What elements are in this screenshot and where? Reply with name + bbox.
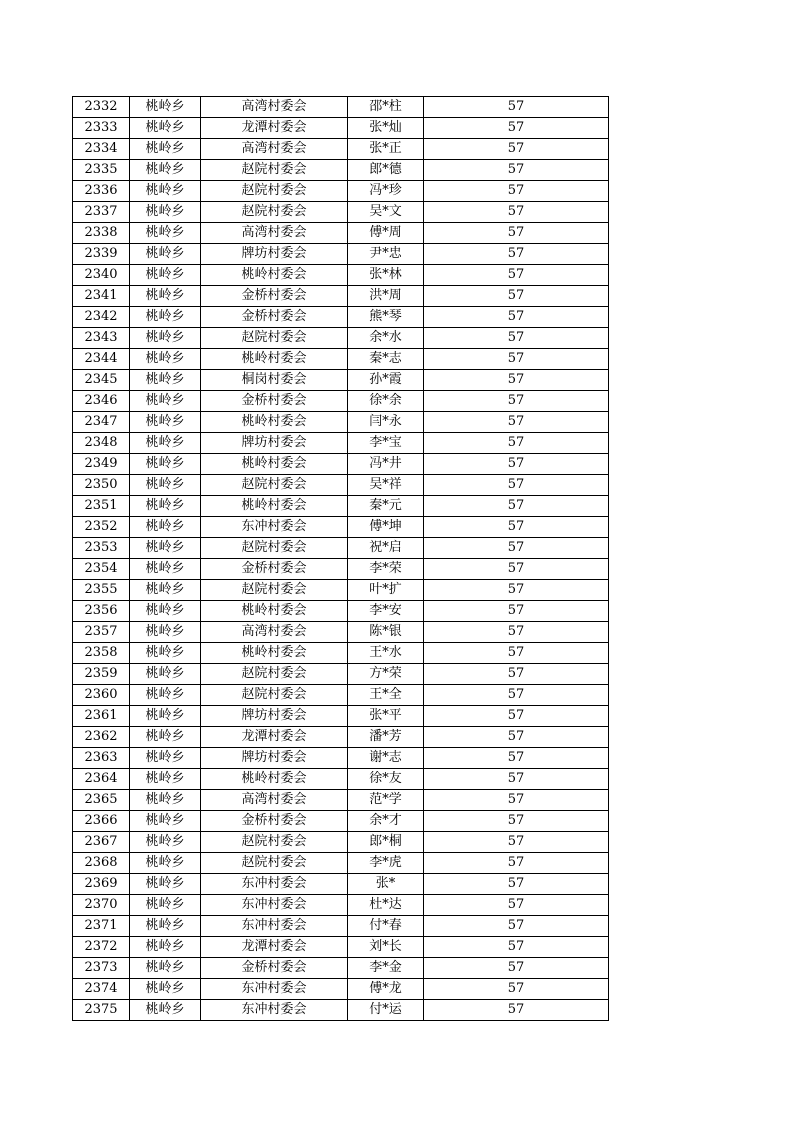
row-number-cell: 2364 — [73, 769, 130, 790]
village-committee-cell: 赵院村委会 — [201, 160, 348, 181]
name-cell: 王*水 — [348, 643, 424, 664]
row-number-cell: 2345 — [73, 370, 130, 391]
amount-cell: 57 — [424, 685, 609, 706]
village-committee-cell: 桃岭村委会 — [201, 601, 348, 622]
township-cell: 桃岭乡 — [130, 853, 201, 874]
village-committee-cell: 金桥村委会 — [201, 958, 348, 979]
table-row — [73, 559, 609, 580]
table-row — [73, 916, 609, 937]
village-committee-cell: 金桥村委会 — [201, 286, 348, 307]
village-committee-cell: 牌坊村委会 — [201, 706, 348, 727]
amount-cell: 57 — [424, 916, 609, 937]
township-cell: 桃岭乡 — [130, 118, 201, 139]
name-cell: 傅*龙 — [348, 979, 424, 1000]
row-number-cell: 2340 — [73, 265, 130, 286]
amount-cell: 57 — [424, 622, 609, 643]
row-number-cell: 2339 — [73, 244, 130, 265]
row-number-cell: 2347 — [73, 412, 130, 433]
amount-cell: 57 — [424, 832, 609, 853]
village-committee-cell: 高湾村委会 — [201, 97, 348, 118]
table-row — [73, 790, 609, 811]
name-cell: 吴*祥 — [348, 475, 424, 496]
township-cell: 桃岭乡 — [130, 97, 201, 118]
village-committee-cell: 龙潭村委会 — [201, 118, 348, 139]
name-cell: 闫*永 — [348, 412, 424, 433]
row-number-cell: 2355 — [73, 580, 130, 601]
name-cell: 祝*启 — [348, 538, 424, 559]
name-cell: 徐*余 — [348, 391, 424, 412]
row-number-cell: 2344 — [73, 349, 130, 370]
table-row — [73, 601, 609, 622]
row-number-cell: 2374 — [73, 979, 130, 1000]
township-cell: 桃岭乡 — [130, 223, 201, 244]
amount-cell: 57 — [424, 601, 609, 622]
township-cell: 桃岭乡 — [130, 475, 201, 496]
township-cell: 桃岭乡 — [130, 643, 201, 664]
amount-cell: 57 — [424, 412, 609, 433]
name-cell: 杜*达 — [348, 895, 424, 916]
name-cell: 潘*芳 — [348, 727, 424, 748]
table-row — [73, 370, 609, 391]
village-committee-cell: 高湾村委会 — [201, 790, 348, 811]
amount-cell: 57 — [424, 370, 609, 391]
data-table — [72, 96, 609, 1021]
village-committee-cell: 赵院村委会 — [201, 181, 348, 202]
village-committee-cell: 高湾村委会 — [201, 622, 348, 643]
name-cell: 郎*桐 — [348, 832, 424, 853]
name-cell: 郎*德 — [348, 160, 424, 181]
village-committee-cell: 赵院村委会 — [201, 664, 348, 685]
township-cell: 桃岭乡 — [130, 601, 201, 622]
table-row — [73, 832, 609, 853]
amount-cell: 57 — [424, 1000, 609, 1021]
row-number-cell: 2373 — [73, 958, 130, 979]
table-row — [73, 454, 609, 475]
name-cell: 吴*文 — [348, 202, 424, 223]
township-cell: 桃岭乡 — [130, 538, 201, 559]
amount-cell: 57 — [424, 433, 609, 454]
name-cell: 张*平 — [348, 706, 424, 727]
table-row — [73, 307, 609, 328]
township-cell: 桃岭乡 — [130, 349, 201, 370]
amount-cell: 57 — [424, 517, 609, 538]
row-number-cell: 2338 — [73, 223, 130, 244]
township-cell: 桃岭乡 — [130, 790, 201, 811]
amount-cell: 57 — [424, 937, 609, 958]
amount-cell: 57 — [424, 286, 609, 307]
row-number-cell: 2367 — [73, 832, 130, 853]
table-row — [73, 1000, 609, 1021]
township-cell: 桃岭乡 — [130, 685, 201, 706]
village-committee-cell: 龙潭村委会 — [201, 937, 348, 958]
name-cell: 熊*琴 — [348, 307, 424, 328]
village-committee-cell: 赵院村委会 — [201, 685, 348, 706]
township-cell: 桃岭乡 — [130, 160, 201, 181]
table-row — [73, 349, 609, 370]
amount-cell: 57 — [424, 307, 609, 328]
name-cell: 秦*志 — [348, 349, 424, 370]
name-cell: 冯*井 — [348, 454, 424, 475]
name-cell: 傅*周 — [348, 223, 424, 244]
row-number-cell: 2352 — [73, 517, 130, 538]
township-cell: 桃岭乡 — [130, 727, 201, 748]
row-number-cell: 2349 — [73, 454, 130, 475]
village-committee-cell: 金桥村委会 — [201, 391, 348, 412]
row-number-cell: 2366 — [73, 811, 130, 832]
amount-cell: 57 — [424, 748, 609, 769]
township-cell: 桃岭乡 — [130, 265, 201, 286]
amount-cell: 57 — [424, 811, 609, 832]
table-row — [73, 244, 609, 265]
name-cell: 李*宝 — [348, 433, 424, 454]
township-cell: 桃岭乡 — [130, 769, 201, 790]
township-cell: 桃岭乡 — [130, 811, 201, 832]
name-cell: 邵*柱 — [348, 97, 424, 118]
amount-cell: 57 — [424, 853, 609, 874]
amount-cell: 57 — [424, 118, 609, 139]
table-row — [73, 811, 609, 832]
village-committee-cell: 桃岭村委会 — [201, 412, 348, 433]
amount-cell: 57 — [424, 769, 609, 790]
township-cell: 桃岭乡 — [130, 181, 201, 202]
village-committee-cell: 东冲村委会 — [201, 979, 348, 1000]
township-cell: 桃岭乡 — [130, 139, 201, 160]
row-number-cell: 2346 — [73, 391, 130, 412]
table-row — [73, 496, 609, 517]
township-cell: 桃岭乡 — [130, 433, 201, 454]
name-cell: 方*荣 — [348, 664, 424, 685]
name-cell: 冯*珍 — [348, 181, 424, 202]
row-number-cell: 2372 — [73, 937, 130, 958]
amount-cell: 57 — [424, 706, 609, 727]
table-row — [73, 937, 609, 958]
name-cell: 王*全 — [348, 685, 424, 706]
village-committee-cell: 金桥村委会 — [201, 559, 348, 580]
row-number-cell: 2336 — [73, 181, 130, 202]
row-number-cell: 2361 — [73, 706, 130, 727]
table-row — [73, 748, 609, 769]
name-cell: 陈*银 — [348, 622, 424, 643]
amount-cell: 57 — [424, 874, 609, 895]
table-row — [73, 979, 609, 1000]
amount-cell: 57 — [424, 790, 609, 811]
name-cell: 李*金 — [348, 958, 424, 979]
row-number-cell: 2337 — [73, 202, 130, 223]
village-committee-cell: 桐岗村委会 — [201, 370, 348, 391]
amount-cell: 57 — [424, 349, 609, 370]
amount-cell: 57 — [424, 160, 609, 181]
row-number-cell: 2368 — [73, 853, 130, 874]
name-cell: 付*春 — [348, 916, 424, 937]
township-cell: 桃岭乡 — [130, 328, 201, 349]
name-cell: 尹*忠 — [348, 244, 424, 265]
row-number-cell: 2334 — [73, 139, 130, 160]
table-row — [73, 181, 609, 202]
village-committee-cell: 桃岭村委会 — [201, 265, 348, 286]
township-cell: 桃岭乡 — [130, 1000, 201, 1021]
table-row — [73, 769, 609, 790]
township-cell: 桃岭乡 — [130, 307, 201, 328]
name-cell: 张*林 — [348, 265, 424, 286]
village-committee-cell: 桃岭村委会 — [201, 349, 348, 370]
township-cell: 桃岭乡 — [130, 370, 201, 391]
village-committee-cell: 东冲村委会 — [201, 1000, 348, 1021]
row-number-cell: 2348 — [73, 433, 130, 454]
table-row — [73, 538, 609, 559]
table-row — [73, 685, 609, 706]
name-cell: 叶*扩 — [348, 580, 424, 601]
table-row — [73, 874, 609, 895]
table-row — [73, 622, 609, 643]
table-row — [73, 328, 609, 349]
township-cell: 桃岭乡 — [130, 937, 201, 958]
table-row — [73, 97, 609, 118]
name-cell: 张* — [348, 874, 424, 895]
table-row — [73, 160, 609, 181]
village-committee-cell: 赵院村委会 — [201, 202, 348, 223]
village-committee-cell: 赵院村委会 — [201, 832, 348, 853]
table-row — [73, 223, 609, 244]
amount-cell: 57 — [424, 223, 609, 244]
table-row — [73, 706, 609, 727]
row-number-cell: 2362 — [73, 727, 130, 748]
row-number-cell: 2358 — [73, 643, 130, 664]
township-cell: 桃岭乡 — [130, 391, 201, 412]
name-cell: 余*水 — [348, 328, 424, 349]
village-committee-cell: 桃岭村委会 — [201, 643, 348, 664]
name-cell: 范*学 — [348, 790, 424, 811]
village-committee-cell: 牌坊村委会 — [201, 244, 348, 265]
row-number-cell: 2375 — [73, 1000, 130, 1021]
table-row — [73, 580, 609, 601]
table-row — [73, 475, 609, 496]
name-cell: 傅*坤 — [348, 517, 424, 538]
township-cell: 桃岭乡 — [130, 496, 201, 517]
township-cell: 桃岭乡 — [130, 895, 201, 916]
name-cell: 谢*志 — [348, 748, 424, 769]
table-row — [73, 265, 609, 286]
village-committee-cell: 牌坊村委会 — [201, 433, 348, 454]
table-row — [73, 118, 609, 139]
name-cell: 李*荣 — [348, 559, 424, 580]
township-cell: 桃岭乡 — [130, 202, 201, 223]
amount-cell: 57 — [424, 475, 609, 496]
village-committee-cell: 龙潭村委会 — [201, 727, 348, 748]
township-cell: 桃岭乡 — [130, 706, 201, 727]
village-committee-cell: 桃岭村委会 — [201, 496, 348, 517]
name-cell: 付*运 — [348, 1000, 424, 1021]
row-number-cell: 2359 — [73, 664, 130, 685]
row-number-cell: 2350 — [73, 475, 130, 496]
township-cell: 桃岭乡 — [130, 517, 201, 538]
name-cell: 李*安 — [348, 601, 424, 622]
township-cell: 桃岭乡 — [130, 916, 201, 937]
row-number-cell: 2360 — [73, 685, 130, 706]
row-number-cell: 2342 — [73, 307, 130, 328]
amount-cell: 57 — [424, 895, 609, 916]
row-number-cell: 2370 — [73, 895, 130, 916]
amount-cell: 57 — [424, 328, 609, 349]
amount-cell: 57 — [424, 265, 609, 286]
row-number-cell: 2356 — [73, 601, 130, 622]
amount-cell: 57 — [424, 580, 609, 601]
name-cell: 秦*元 — [348, 496, 424, 517]
amount-cell: 57 — [424, 727, 609, 748]
name-cell: 张*正 — [348, 139, 424, 160]
row-number-cell: 2351 — [73, 496, 130, 517]
table-row — [73, 727, 609, 748]
row-number-cell: 2363 — [73, 748, 130, 769]
row-number-cell: 2354 — [73, 559, 130, 580]
table-row — [73, 286, 609, 307]
table-row — [73, 202, 609, 223]
amount-cell: 57 — [424, 391, 609, 412]
village-committee-cell: 赵院村委会 — [201, 580, 348, 601]
amount-cell: 57 — [424, 202, 609, 223]
amount-cell: 57 — [424, 139, 609, 160]
amount-cell: 57 — [424, 664, 609, 685]
township-cell: 桃岭乡 — [130, 979, 201, 1000]
village-committee-cell: 东冲村委会 — [201, 517, 348, 538]
name-cell: 余*才 — [348, 811, 424, 832]
table-body — [73, 97, 609, 1021]
table-row — [73, 853, 609, 874]
name-cell: 刘*长 — [348, 937, 424, 958]
township-cell: 桃岭乡 — [130, 748, 201, 769]
township-cell: 桃岭乡 — [130, 832, 201, 853]
row-number-cell: 2332 — [73, 97, 130, 118]
amount-cell: 57 — [424, 496, 609, 517]
name-cell: 张*灿 — [348, 118, 424, 139]
village-committee-cell: 东冲村委会 — [201, 895, 348, 916]
village-committee-cell: 赵院村委会 — [201, 538, 348, 559]
row-number-cell: 2365 — [73, 790, 130, 811]
table-row — [73, 895, 609, 916]
amount-cell: 57 — [424, 979, 609, 1000]
row-number-cell: 2341 — [73, 286, 130, 307]
township-cell: 桃岭乡 — [130, 244, 201, 265]
amount-cell: 57 — [424, 643, 609, 664]
village-committee-cell: 牌坊村委会 — [201, 748, 348, 769]
village-committee-cell: 赵院村委会 — [201, 328, 348, 349]
village-committee-cell: 赵院村委会 — [201, 853, 348, 874]
township-cell: 桃岭乡 — [130, 412, 201, 433]
table-row — [73, 664, 609, 685]
village-committee-cell: 高湾村委会 — [201, 139, 348, 160]
table-row — [73, 391, 609, 412]
township-cell: 桃岭乡 — [130, 454, 201, 475]
table-row — [73, 412, 609, 433]
table-row — [73, 139, 609, 160]
row-number-cell: 2333 — [73, 118, 130, 139]
name-cell: 孙*霞 — [348, 370, 424, 391]
amount-cell: 57 — [424, 97, 609, 118]
name-cell: 李*虎 — [348, 853, 424, 874]
village-committee-cell: 金桥村委会 — [201, 307, 348, 328]
amount-cell: 57 — [424, 559, 609, 580]
amount-cell: 57 — [424, 181, 609, 202]
village-committee-cell: 高湾村委会 — [201, 223, 348, 244]
row-number-cell: 2369 — [73, 874, 130, 895]
village-committee-cell: 金桥村委会 — [201, 811, 348, 832]
amount-cell: 57 — [424, 958, 609, 979]
township-cell: 桃岭乡 — [130, 958, 201, 979]
township-cell: 桃岭乡 — [130, 580, 201, 601]
amount-cell: 57 — [424, 538, 609, 559]
township-cell: 桃岭乡 — [130, 286, 201, 307]
row-number-cell: 2335 — [73, 160, 130, 181]
name-cell: 徐*友 — [348, 769, 424, 790]
amount-cell: 57 — [424, 244, 609, 265]
table-row — [73, 433, 609, 454]
village-committee-cell: 东冲村委会 — [201, 874, 348, 895]
table-row — [73, 958, 609, 979]
name-cell: 洪*周 — [348, 286, 424, 307]
table-row — [73, 643, 609, 664]
village-committee-cell: 桃岭村委会 — [201, 454, 348, 475]
row-number-cell: 2357 — [73, 622, 130, 643]
table-row — [73, 517, 609, 538]
township-cell: 桃岭乡 — [130, 664, 201, 685]
row-number-cell: 2343 — [73, 328, 130, 349]
township-cell: 桃岭乡 — [130, 559, 201, 580]
row-number-cell: 2353 — [73, 538, 130, 559]
row-number-cell: 2371 — [73, 916, 130, 937]
township-cell: 桃岭乡 — [130, 874, 201, 895]
village-committee-cell: 东冲村委会 — [201, 916, 348, 937]
township-cell: 桃岭乡 — [130, 622, 201, 643]
village-committee-cell: 赵院村委会 — [201, 475, 348, 496]
amount-cell: 57 — [424, 454, 609, 475]
village-committee-cell: 桃岭村委会 — [201, 769, 348, 790]
